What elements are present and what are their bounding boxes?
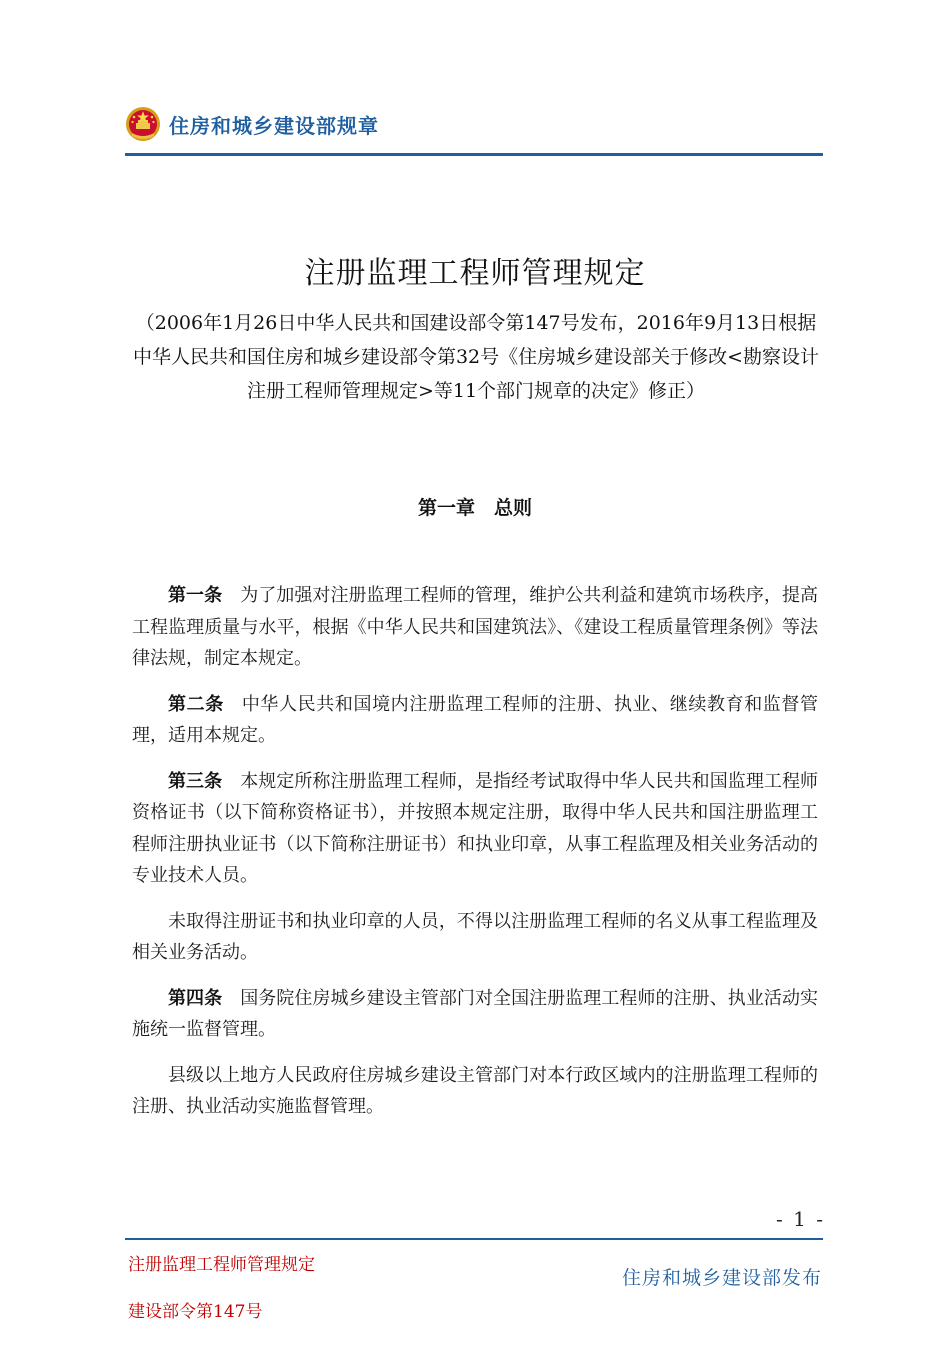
article-label: 第三条 — [168, 770, 223, 792]
article-2 — [132, 689, 818, 752]
article-1 — [132, 580, 818, 675]
article-4-paragraph-2 — [132, 1060, 818, 1123]
page-header — [125, 104, 379, 144]
header-divider — [125, 153, 823, 156]
header-title: 住房和城乡建设部规章 — [169, 113, 379, 138]
article-text: 本规定所称注册监理工程师，是指经考试取得中华人民共和国监理工程师资格证书（以下简称资格证书），并按照本规定注册，取得中华人民共和国注册监理工程师注册执业证书（以下简称注册证书）和执业印章，从事工程监理及相关业务活动的专业技术人员。 — [132, 770, 819, 886]
article-label: 第一条 — [168, 585, 223, 606]
article-text: 为了加强对注册监理工程师的管理，维护公共利益和建筑市场秩序，提高工程监理质量与水平，根据《中华人民共和国建筑法》、《建设工程质量管理条例》等法律法规，制定本规定。 — [132, 585, 819, 669]
footer-document-name: 注册监理工程师管理规定 — [128, 1255, 315, 1275]
footer-divider — [125, 1238, 823, 1240]
footer-publisher: 住房和城乡建设部发布 — [621, 1267, 822, 1289]
document-subtitle: （2006年1月26日中华人民共和国建设部令第147号发布，2016年9月13日根据中华人民共和国住房和城乡建设部令第32号《住房城乡建设部关于修改<勘察设计注册工程师管理规定>等11个部门规章的决定》修正） — [132, 312, 820, 402]
article-3 — [132, 766, 818, 892]
document-title: 注册监理工程师管理规定 — [304, 256, 646, 291]
article-3-paragraph-2 — [132, 906, 818, 969]
article-label: 第四条 — [168, 987, 223, 1009]
article-4 — [132, 983, 818, 1046]
document-body — [132, 580, 818, 1137]
page-number: - 1 - — [776, 1207, 825, 1231]
article-text: 县级以上地方人民政府住房城乡建设主管部门对本行政区域内的注册监理工程师的注册、执业活动实施监督管理。 — [132, 1064, 818, 1117]
article-text: 中华人民共和国境内注册监理工程师的注册、执业、继续教育和监督管理，适用本规定。 — [132, 693, 819, 746]
article-text: 未取得注册证书和执业印章的人员，不得以注册监理工程师的名义从事工程监理及相关业务活动。 — [132, 910, 818, 963]
national-emblem-icon — [125, 106, 161, 142]
article-text: 国务院住房城乡建设主管部门对全国注册监理工程师的注册、执业活动实施统一监督管理。 — [132, 987, 819, 1040]
article-label: 第二条 — [168, 693, 224, 715]
footer-decree-number: 建设部令第147号 — [128, 1302, 263, 1322]
chapter-heading: 第一章 总则 — [417, 497, 532, 519]
